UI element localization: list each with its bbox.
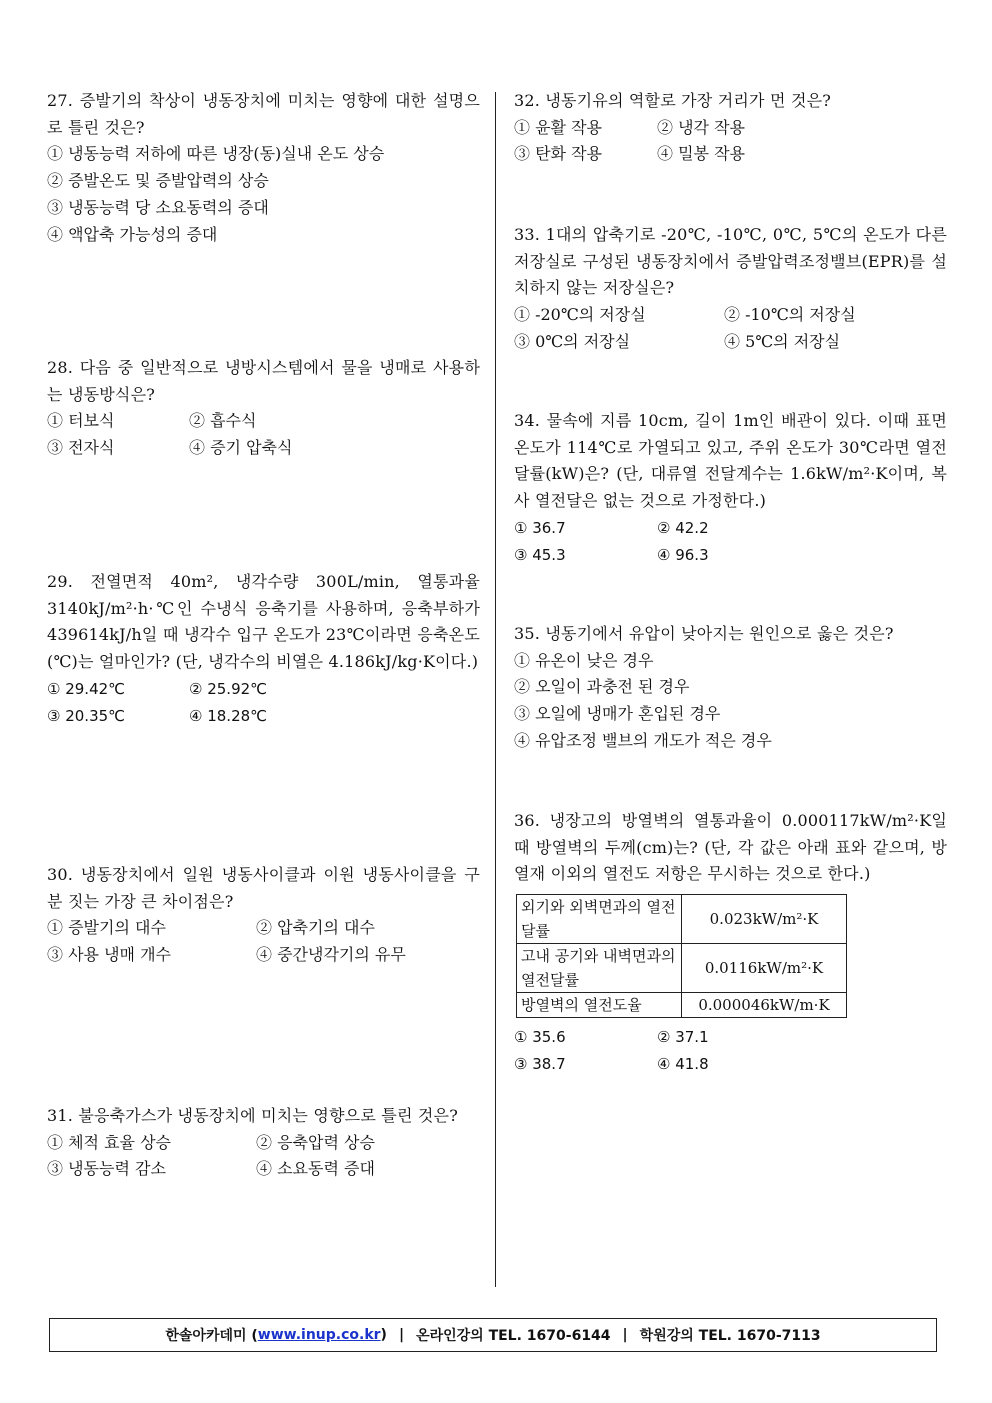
table-cell: 0.023kW/m²·K xyxy=(682,895,847,944)
option: ④ 유압조정 밸브의 개도가 적은 경우 xyxy=(514,730,772,750)
table-cell: 0.0116kW/m²·K xyxy=(682,944,847,993)
option: ④ 5℃의 저장실 xyxy=(724,331,841,351)
question-stem: 28. 다음 중 일반적으로 냉방시스템에서 물을 냉매로 사용하는 냉동방식은? xyxy=(47,358,480,404)
option: ① 증발기의 대수 xyxy=(47,918,166,938)
table-cell: 방열벽의 열전도율 xyxy=(517,993,682,1018)
footer-academy: 한솔아카데미 ( xyxy=(165,1328,258,1344)
question-34 xyxy=(514,408,947,568)
option: ④ 밀봉 작용 xyxy=(657,144,745,164)
option: ② -10℃의 저장실 xyxy=(724,305,856,325)
option: ② 응축압력 상승 xyxy=(256,1132,375,1152)
option-list xyxy=(514,302,947,355)
option: ③ 탄화 작용 xyxy=(514,144,602,164)
question-stem: 32. 냉동기유의 역할로 가장 거리가 먼 것은? xyxy=(514,91,832,110)
option: ③ 냉동능력 당 소요동력의 증대 xyxy=(47,197,269,217)
option: ② 냉각 작용 xyxy=(657,117,745,137)
option: ① 터보식 xyxy=(47,411,115,431)
table-row xyxy=(517,895,847,944)
option: ① 유온이 낮은 경우 xyxy=(514,650,654,670)
option: ② 25.92℃ xyxy=(189,679,268,698)
option: ② 37.1 xyxy=(657,1028,709,1047)
option: ① 36.7 xyxy=(514,518,566,537)
question-35 xyxy=(514,621,947,755)
option: ④ 96.3 xyxy=(657,545,709,564)
option: ④ 18.28℃ xyxy=(189,706,268,725)
question-stem: 36. 냉장고의 방열벽의 열통과율이 0.000117kW/m²·K일 때 방열벽의 두께(cm)는? (단, 각 값은 아래 표와 같으며, 방열재 이외의 열전도 저항은 무시하는 것으로 한다.) xyxy=(514,811,947,884)
question-stem: 30. 냉동장치에서 일원 냉동사이클과 이원 냉동사이클을 구분 짓는 가장 큰 차이점은? xyxy=(47,865,480,911)
question-28 xyxy=(47,355,480,462)
option-list xyxy=(47,408,480,461)
question-32 xyxy=(514,88,947,168)
question-30 xyxy=(47,862,480,969)
option: ① 냉동능력 저하에 따른 냉장(동)실내 온도 상승 xyxy=(47,144,385,164)
option: ① 29.42℃ xyxy=(47,679,126,698)
question-stem: 29. 전열면적 40m², 냉각수량 300L/min, 열통과율 3140kJ/m²·h·℃인 수냉식 응축기를 사용하며, 응축부하가 439614kJ/h일 때 냉각수 입구 온도가 23℃이라면 응축온도(℃)는 얼마인가? (단, 냉각수의 비열은 4.186kJ/kg·K이다.) xyxy=(47,572,480,672)
option-list xyxy=(514,648,947,755)
data-table xyxy=(516,894,847,1018)
option: ③ 사용 냉매 개수 xyxy=(47,945,171,965)
question-stem: 27. 증발기의 착상이 냉동장치에 미치는 영향에 대한 설명으로 틀린 것은? xyxy=(47,91,480,137)
option: ④ 중간냉각기의 유무 xyxy=(256,945,406,965)
question-stem: 31. 불응축가스가 냉동장치에 미치는 영향으로 틀린 것은? xyxy=(47,1106,458,1125)
option-list xyxy=(47,676,480,729)
table-cell: 고내 공기와 내벽면과의 열전달률 xyxy=(517,944,682,993)
question-31 xyxy=(47,1103,480,1183)
footer-separator: | xyxy=(398,1327,405,1343)
option: ① 35.6 xyxy=(514,1028,566,1047)
option: ② 증발온도 및 증발압력의 상승 xyxy=(47,171,269,191)
question-29 xyxy=(47,569,480,729)
footer-bar xyxy=(49,1318,937,1352)
footer-separator: | xyxy=(622,1327,628,1343)
option: ③ 냉동능력 감소 xyxy=(47,1159,166,1179)
option: ③ 45.3 xyxy=(514,545,566,564)
option: ④ 액압축 가능성의 증대 xyxy=(47,224,218,244)
option: ④ 증기 압축식 xyxy=(189,438,293,458)
table-cell: 외기와 외벽면과의 열전달률 xyxy=(517,895,682,944)
question-stem: 34. 물속에 지름 10cm, 길이 1m인 배관이 있다. 이때 표면온도가 114℃로 가열되고 있고, 주위 온도가 30℃라면 열전달률(kW)은? (단, 대류열 전달계수는 1.6kW/m²·K이며, 복사 열전달은 없는 것으로 가정한다.) xyxy=(514,411,947,511)
question-stem: 33. 1대의 압축기로 -20℃, -10℃, 0℃, 5℃의 온도가 다른 저장실로 구성된 냉동장치에서 증발압력조정밸브(EPR)를 설치하지 않는 저장실은? xyxy=(514,225,947,298)
option: ③ 전자식 xyxy=(47,438,115,458)
question-33 xyxy=(514,222,947,356)
option: ③ 0℃의 저장실 xyxy=(514,331,631,351)
table-cell: 0.000046kW/m·K xyxy=(682,993,847,1018)
option: ② 42.2 xyxy=(657,518,709,537)
column-divider xyxy=(495,92,496,1287)
table-row xyxy=(517,944,847,993)
question-27 xyxy=(47,88,480,248)
option-list xyxy=(514,1024,947,1077)
footer-website-link[interactable]: www.inup.co.kr xyxy=(257,1327,381,1343)
option: ④ 소요동력 증대 xyxy=(256,1159,375,1179)
option: ② 압축기의 대수 xyxy=(256,918,375,938)
footer-offline-phone: 학원강의 TEL. 1670-7113 xyxy=(639,1328,821,1344)
option: ③ 오일에 냉매가 혼입된 경우 xyxy=(514,704,721,724)
option-list xyxy=(47,915,480,968)
footer-online-phone: 온라인강의 TEL. 1670-6144 xyxy=(416,1328,611,1344)
option: ③ 38.7 xyxy=(514,1054,566,1073)
option-list xyxy=(47,1130,480,1183)
option-list xyxy=(514,115,947,168)
option: ② 흡수식 xyxy=(189,411,257,431)
table-row xyxy=(517,993,847,1018)
option: ① 윤활 작용 xyxy=(514,117,602,137)
option: ④ 41.8 xyxy=(657,1054,709,1073)
question-stem: 35. 냉동기에서 유압이 낮아지는 원인으로 옳은 것은? xyxy=(514,624,894,643)
option: ② 오일이 과충전 된 경우 xyxy=(514,677,690,697)
question-36 xyxy=(514,808,947,1078)
option: ① 체적 효율 상승 xyxy=(47,1132,171,1152)
option-list xyxy=(47,141,480,248)
footer-close-paren: ) xyxy=(380,1327,387,1343)
option: ③ 20.35℃ xyxy=(47,706,126,725)
option: ① -20℃의 저장실 xyxy=(514,305,646,325)
option-list xyxy=(514,515,947,568)
